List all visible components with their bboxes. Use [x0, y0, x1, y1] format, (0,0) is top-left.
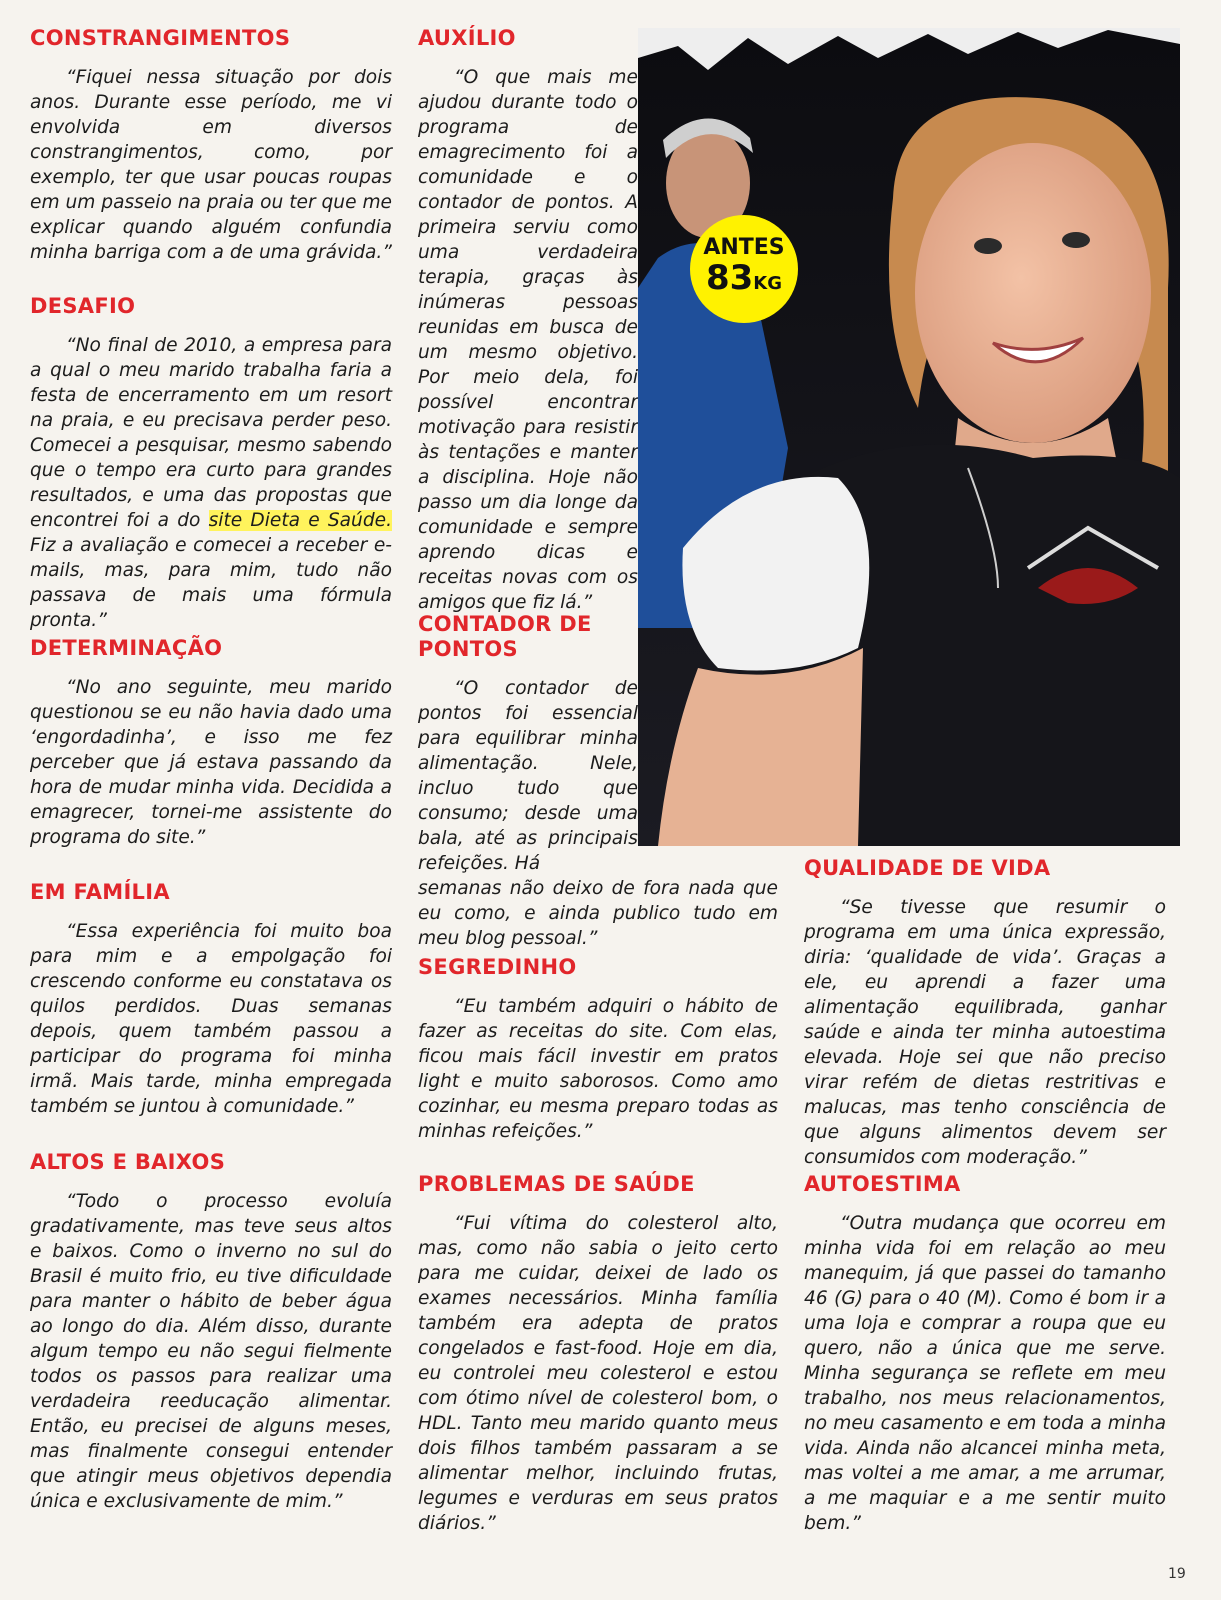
highlighted-site-name: site Dieta e Saúde. — [208, 510, 392, 531]
section-auxilio — [418, 26, 638, 615]
section-constrangimentos — [30, 26, 392, 265]
section-heading: QUALIDADE DE VIDA — [804, 856, 1051, 880]
badge-weight — [706, 260, 782, 302]
section-determinacao — [30, 636, 392, 850]
section-heading: CONSTRANGIMENTOS — [30, 26, 291, 50]
section-text: “Essa experiência foi muito boa para mim e a empolgação foi crescendo conforme eu constatava os quilos perdidos. Duas semanas depois, quem também passou a participar do programa foi minha irmã. Mais tarde, minha empregada também se juntou à comunidade.” — [30, 921, 392, 1117]
section-text: “Se tivesse que resumir o programa em uma única expressão, diria: ‘qualidade de vida’. Graças a ele, eu aprendi a fazer uma alimentação equilibrada, ganhar saúde e ainda ter minha autoestima elevada. Hoje sei que não preciso virar refém de dietas restritivas e malucas, mas tenho consciência de que alguns alimentos devem ser consumidos com moderação.” — [804, 897, 1166, 1168]
section-text: “Outra mudança que ocorreu em minha vida foi em relação ao meu manequim, já que passei do tamanho 46 (G) para o 40 (M). Como é bom ir a uma loja e comprar a roupa que eu quero, não a única que me serve. Minha segurança se reflete em meu trabalho, nos meus relacionamentos, no meu casamento e em toda a minha vida. Ainda não alcancei minha meta, mas voltei a me amar, a me arrumar, a me maquiar e a me sentir muito bem.” — [804, 1213, 1166, 1534]
section-desafio — [30, 294, 392, 633]
section-problemas-de-saude — [418, 1172, 778, 1536]
section-text — [30, 333, 392, 633]
section-segredinho — [418, 955, 778, 1144]
section-text: “O que mais me ajudou durante todo o programa de emagrecimento foi a comunidade e o contador de pontos. A primeira serviu como uma verdadeira terapia, graças às inúmeras pessoas reunidas em busca de um mesmo objetivo. Por meio dela, foi possível encontrar motivação para resistir às tentações e manter a disciplina. Hoje não passo um dia longe da comunidade e sempre aprendo dicas e receitas novas com os amigos que fiz lá.” — [418, 67, 638, 613]
section-text: “No ano seguinte, meu marido questionou se eu não havia dado uma ‘engordadinha’, e isso me fez perceber que já estava passando da hora de mudar minha vida. Decidida a emagrecer, tornei-me assistente do programa do site.” — [30, 677, 392, 848]
section-heading: SEGREDINHO — [418, 955, 577, 979]
section-text: “Fiquei nessa situação por dois anos. Durante esse período, me vi envolvida em diversos constrangimentos, como, por exemplo, ter que usar poucas roupas em um passeio na praia ou ter que me explicar quando alguém confundia minha barriga com a de uma grávida.” — [30, 67, 392, 263]
section-em-familia — [30, 880, 392, 1119]
badge-label: ANTES — [703, 235, 785, 260]
section-heading: DESAFIO — [30, 294, 136, 318]
section-heading: EM FAMÍLIA — [30, 880, 170, 904]
weight-value: 83 — [705, 258, 754, 298]
text-part: Fiz a avaliação e comecei a receber e-mails, mas, para mim, tudo não passava de mais uma fórmula pronta.” — [30, 535, 392, 631]
section-heading: AUXÍLIO — [418, 26, 516, 50]
page-number: 19 — [1168, 1566, 1186, 1582]
section-altos-baixos — [30, 1150, 392, 1514]
before-photo — [638, 28, 1180, 846]
text-part: “No final de 2010, a empresa para a qual o meu marido trabalha faria a festa de encerramento em um resort na praia, e eu precisava perder peso. Comecei a pesquisar, mesmo sabendo que o tempo era curto para grandes resultados, e uma das propostas que encontrei foi a do — [30, 335, 392, 531]
portrait-illustration — [638, 28, 1180, 846]
section-text: “O contador de pontos foi essencial para equilibrar minha alimentação. Nele, incluo tudo que consumo; desde uma bala, até as principais refeições. Há — [418, 678, 638, 874]
section-text: “Eu também adquiri o hábito de fazer as receitas do site. Com elas, ficou mais fácil investir em pratos light e muito saborosos. Como amo cozinhar, eu mesma preparo todas as minhas refeições.” — [418, 996, 778, 1142]
section-heading: CONTADOR DE PONTOS — [418, 612, 592, 661]
section-heading: ALTOS E BAIXOS — [30, 1150, 226, 1174]
section-heading: PROBLEMAS DE SAÚDE — [418, 1172, 695, 1196]
section-text: “Fui vítima do colesterol alto, mas, como não sabia o jeito certo para me cuidar, deixei de lado os exames necessários. Minha família também era adepta de pratos congelados e fast-food. Hoje em dia, eu controlei meu colesterol e estou com ótimo nível de colesterol bom, o HDL. Tanto meu marido quanto meus dois filhos também passaram a se alimentar melhor, incluindo frutas, legumes e verduras em seus pratos diários.” — [418, 1213, 778, 1534]
section-heading: AUTOESTIMA — [804, 1172, 961, 1196]
section-heading: DETERMINAÇÃO — [30, 636, 223, 660]
section-autoestima — [804, 1172, 1166, 1536]
before-weight-badge — [690, 215, 798, 323]
section-qualidade-de-vida — [804, 856, 1166, 1170]
section-text: “Todo o processo evoluía gradativamente, mas teve seus altos e baixos. Como o inverno no sul do Brasil é muito frio, eu tive dificuldade para manter o hábito de beber água ao longo do dia. Além disso, durante algum tempo eu não segui fielmente todos os passos para realizar uma verdadeira reeducação alimentar. Então, eu precisei de alguns meses, mas finalmente consegui entender que atingir meus objetivos dependia única e exclusivamente de mim.” — [30, 1191, 392, 1512]
weight-unit: KG — [753, 273, 783, 294]
section-text-continued: semanas não deixo de fora nada que eu como, e ainda publico tudo em meu blog pessoal.” — [418, 878, 778, 949]
